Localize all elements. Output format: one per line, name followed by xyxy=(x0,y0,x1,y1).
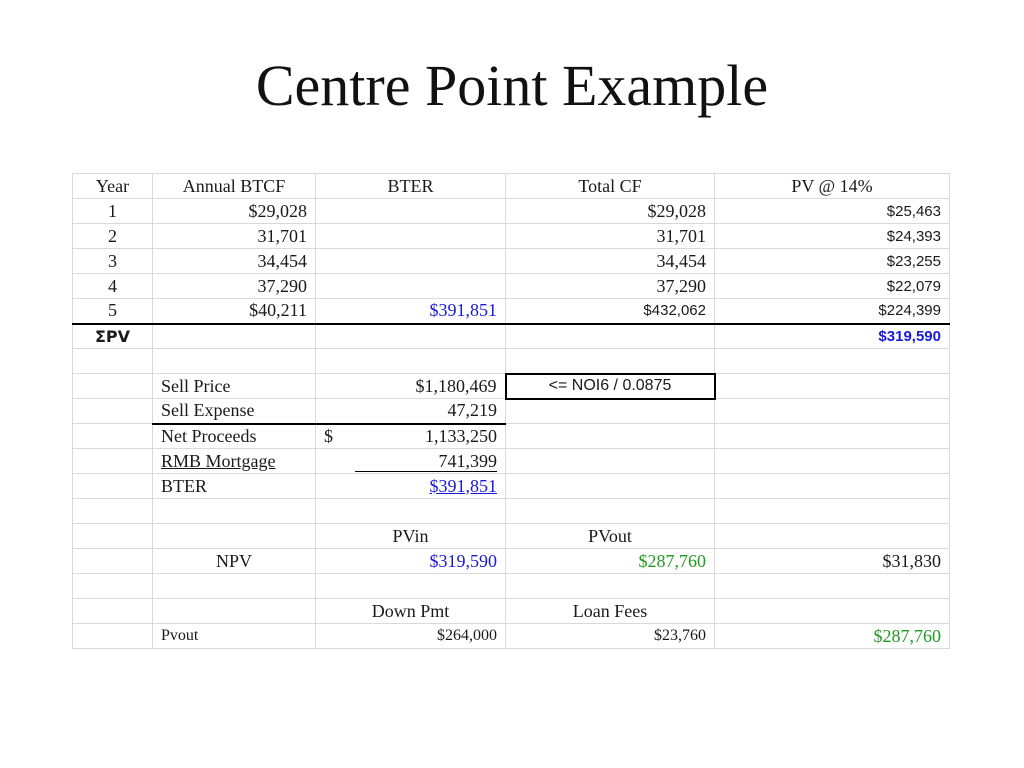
down-pmt-label: Down Pmt xyxy=(316,599,506,624)
loan-fees-label: Loan Fees xyxy=(506,599,715,624)
npv-row xyxy=(73,549,950,574)
sum-pv-row xyxy=(73,324,950,349)
table-row xyxy=(73,199,950,224)
pvin-label: PVin xyxy=(316,524,506,549)
pvout-row-label: Pvout xyxy=(153,624,316,649)
sell-price-note: <= NOI6 / 0.0875 xyxy=(506,374,715,399)
pvout-value: $287,760 xyxy=(506,549,715,574)
bter-cell xyxy=(316,199,506,224)
year-cell: 4 xyxy=(73,274,153,299)
year-cell: 5 xyxy=(73,299,153,324)
sum-pv-label: ΣPV xyxy=(73,324,153,349)
npv-label: NPV xyxy=(153,549,316,574)
spacer-row xyxy=(73,349,950,374)
sum-pv-value: $319,590 xyxy=(715,324,950,349)
sell-expense-value: 47,219 xyxy=(316,399,506,424)
net-proceeds-symbol: $ xyxy=(324,425,333,446)
net-proceeds-amount: 1,133,250 xyxy=(425,425,497,446)
table-row xyxy=(73,299,950,324)
pvout-row xyxy=(73,624,950,649)
pvout-header-row xyxy=(73,599,950,624)
pv-cell: $224,399 xyxy=(715,299,950,324)
btcf-cell: $40,211 xyxy=(153,299,316,324)
sell-price-label: Sell Price xyxy=(153,374,316,399)
year-cell: 3 xyxy=(73,249,153,274)
header-pv: PV @ 14% xyxy=(715,174,950,199)
table-row xyxy=(73,224,950,249)
btcf-cell: 34,454 xyxy=(153,249,316,274)
year-cell: 1 xyxy=(73,199,153,224)
year-cell: 2 xyxy=(73,224,153,249)
header-bter: BTER xyxy=(316,174,506,199)
rmb-mortgage-value: 741,399 xyxy=(316,449,506,474)
header-annual-btcf: Annual BTCF xyxy=(153,174,316,199)
total-cf-cell: 37,290 xyxy=(506,274,715,299)
btcf-cell: 31,701 xyxy=(153,224,316,249)
spacer-row xyxy=(73,499,950,524)
table-row xyxy=(73,274,950,299)
cash-flow-table xyxy=(72,173,950,649)
spacer-row xyxy=(73,574,950,599)
sell-expense-label: Sell Expense xyxy=(153,399,316,424)
net-proceeds-row xyxy=(73,424,950,449)
bter-cell: $391,851 xyxy=(316,299,506,324)
pv-cell: $25,463 xyxy=(715,199,950,224)
bter-row xyxy=(73,474,950,499)
btcf-cell: 37,290 xyxy=(153,274,316,299)
net-proceeds-value xyxy=(316,424,506,449)
pv-cell: $22,079 xyxy=(715,274,950,299)
pvin-value: $319,590 xyxy=(316,549,506,574)
slide-title: Centre Point Example xyxy=(255,53,769,118)
total-cf-cell: 34,454 xyxy=(506,249,715,274)
npv-header-row xyxy=(73,524,950,549)
table-row xyxy=(73,249,950,274)
header-year: Year xyxy=(73,174,153,199)
rmb-mortgage-row xyxy=(73,449,950,474)
pvout-total-value: $287,760 xyxy=(715,624,950,649)
bter-cell xyxy=(316,249,506,274)
sell-price-value: $1,180,469 xyxy=(316,374,506,399)
total-cf-cell: 31,701 xyxy=(506,224,715,249)
down-pmt-value: $264,000 xyxy=(316,624,506,649)
bter-cell xyxy=(316,274,506,299)
header-total-cf: Total CF xyxy=(506,174,715,199)
header-row xyxy=(73,174,950,199)
npv-value: $31,830 xyxy=(715,549,950,574)
sell-price-row xyxy=(73,374,950,399)
sell-expense-row xyxy=(73,399,950,424)
pv-cell: $23,255 xyxy=(715,249,950,274)
total-cf-cell: $29,028 xyxy=(506,199,715,224)
net-proceeds-label: Net Proceeds xyxy=(153,424,316,449)
loan-fees-value: $23,760 xyxy=(506,624,715,649)
rmb-mortgage-label: RMB Mortgage xyxy=(153,449,316,474)
bter-cell xyxy=(316,224,506,249)
bter-value: $391,851 xyxy=(316,474,506,499)
bter-label: BTER xyxy=(153,474,316,499)
pv-cell: $24,393 xyxy=(715,224,950,249)
btcf-cell: $29,028 xyxy=(153,199,316,224)
pvout-label: PVout xyxy=(506,524,715,549)
total-cf-cell: $432,062 xyxy=(506,299,715,324)
